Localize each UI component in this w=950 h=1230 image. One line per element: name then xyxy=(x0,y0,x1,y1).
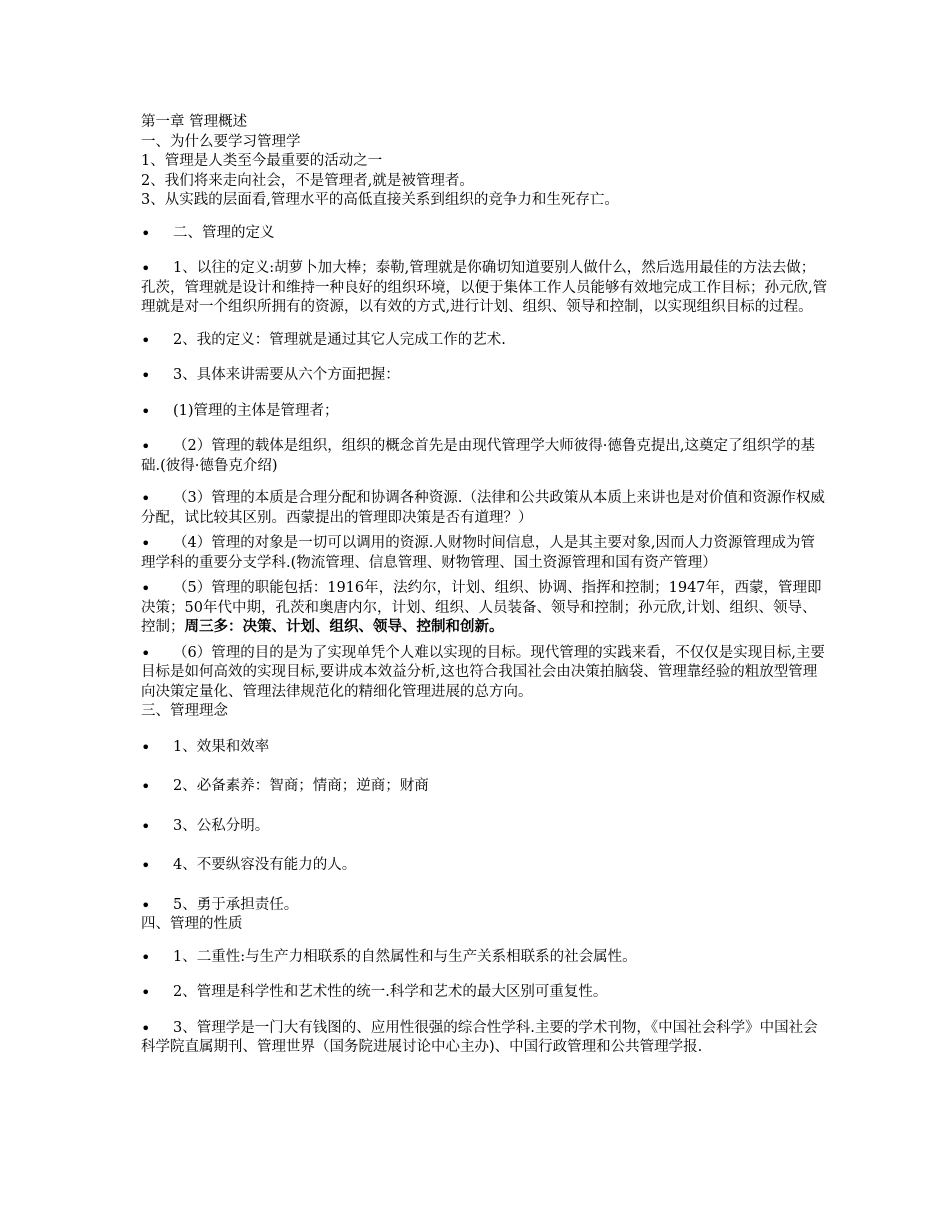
nature-item-1 xyxy=(141,948,829,968)
definition-text-7: （4）管理的对象是一切可以调用的资源.人财物时间信息，人是其主要对象,因而人力资源管理成为管理学科的重要分支学科.(物流管理、信息管理、财物管理、国土资源管理和国有资产管理） xyxy=(141,535,815,571)
bullet-icon: • xyxy=(141,895,151,915)
bullet-icon: • xyxy=(141,856,151,875)
bullet-icon: • xyxy=(141,534,151,553)
definition-text-2: 2、我的定义：管理就是通过其它人完成工作的艺术. xyxy=(173,331,506,348)
concept-item-2 xyxy=(141,777,829,797)
section2-heading-row xyxy=(141,224,829,244)
concept-item-1 xyxy=(141,738,829,758)
definition-text-8-bold: 周三多：决策、计划、组织、领导、控制和创新。 xyxy=(184,619,504,635)
bullet-icon: • xyxy=(141,437,151,456)
definition-paragraph-1 xyxy=(141,259,829,318)
definition-paragraph-9 xyxy=(141,644,829,703)
nature-text-3: 3、管理学是一门大有钱图的、应用性很强的综合性学科.主要的学术刊物，《中国社会科学》中国社会科学院直属期刊、管理世界（国务院进展讨论中心主办)、中国行政管理和公共管理学报. xyxy=(141,1019,818,1055)
bullet-icon: • xyxy=(141,223,151,243)
definition-paragraph-4 xyxy=(141,402,829,422)
definition-text-5: （2）管理的载体是组织，组织的概念首先是由现代管理学大师彼得·德鲁克提出,这奠定了组织学的基础.(彼得·德鲁克介绍) xyxy=(141,438,815,474)
concept-item-3 xyxy=(141,817,829,837)
definition-text-9: （6）管理的目的是为了实现单凭个人难以实现的目标。现代管理的实践来看，不仅仅是实现目标,主要目标是如何高效的实现目标,要讲成本效益分析,这也符合我国社会由决策拍脑袋、管理靠经验的粗放型管理向决策定量化、管理法律规范化的精细化管理进展的总方向。 xyxy=(141,644,825,700)
bullet-icon: • xyxy=(141,777,151,796)
definition-text-6: （3）管理的本质是合理分配和协调各种资源.（法律和公共政策从本质上来讲也是对价值和资源作权威分配，试比较其区别。西蒙提出的管理即决策是否有道理？） xyxy=(141,490,825,526)
concept-text-4: 4、不要纵容没有能力的人。 xyxy=(173,857,357,873)
bullet-icon: • xyxy=(141,737,151,757)
definition-paragraph-6 xyxy=(141,489,829,528)
bullet-icon: • xyxy=(141,489,151,508)
concept-text-2: 2、必备素养：智商；情商；逆商；财商 xyxy=(173,778,429,794)
section4-heading: 四、管理的性质 xyxy=(141,916,243,932)
bullet-icon: • xyxy=(141,579,151,598)
bullet-icon: • xyxy=(141,401,151,421)
section1-heading: 一、为什么要学习管理学 xyxy=(141,133,301,150)
nature-item-2 xyxy=(141,983,829,1003)
definition-text-1: 1、以往的定义:胡萝卜加大棒；泰勒,管理就是你确切知道要别人做什么，然后选用最佳的方法去做；孔茨，管理就是设计和维持一种良好的组织环境，以便于集体工作人员能够有效地完成工作目标；孙元欣,管理就是对一个组织所拥有的资源，以有效的方式,进行计划、组织、领导和控制，以实现组织目标的过程。 xyxy=(141,260,828,315)
section3-heading: 三、管理理念 xyxy=(141,703,228,719)
section2-heading: 二、管理的定义 xyxy=(173,224,275,241)
definition-text-4: (1)管理的主体是管理者； xyxy=(173,402,339,419)
nature-text-1: 1、二重性:与生产力相联系的自然属性和与生产关系相联系的社会属性。 xyxy=(173,948,637,965)
concept-text-5: 5、勇于承担责任。 xyxy=(173,896,299,913)
section1-item-3: 3、从实践的层面看,管理水平的高低直接关系到组织的竞争力和生死存亡。 xyxy=(141,192,619,208)
concept-text-1: 1、效果和效率 xyxy=(173,738,270,755)
definition-paragraph-2 xyxy=(141,331,829,351)
bullet-icon: • xyxy=(141,366,151,385)
concept-item-4 xyxy=(141,856,829,876)
definition-paragraph-5 xyxy=(141,437,829,476)
definition-paragraph-7 xyxy=(141,534,829,573)
nature-item-3 xyxy=(141,1019,829,1058)
nature-text-2: 2、管理是科学性和艺术性的统一.科学和艺术的最大区别可重复性。 xyxy=(173,984,608,1000)
definition-paragraph-8 xyxy=(141,579,829,638)
definition-text-8: （5）管理的职能包括：1916年，法约尔，计划、组织、协调、指挥和控制；1947年，西蒙，管理即决策；50年代中期，孔茨和奥唐内尔，计划、组织、人员装备、领导和控制；孙元欣,计划、组织、领导、控制； xyxy=(141,580,822,635)
bullet-icon: • xyxy=(141,259,151,278)
bullet-icon: • xyxy=(141,983,151,1002)
bullet-icon: • xyxy=(141,643,151,663)
section1-item-1: 1、管理是人类至今最重要的活动之一 xyxy=(141,153,383,169)
definition-text-3: 3、具体来讲需要从六个方面把握： xyxy=(173,367,400,383)
document-page xyxy=(141,113,829,1058)
bullet-icon: • xyxy=(141,1018,151,1038)
chapter-title: 第一章 管理概述 xyxy=(141,114,248,130)
concept-item-5 xyxy=(141,896,829,916)
section1-item-2: 2、我们将来走向社会，不是管理者,就是被管理者。 xyxy=(141,172,474,189)
bullet-icon: • xyxy=(141,947,151,967)
concept-text-3: 3、公私分明。 xyxy=(173,817,270,834)
bullet-icon: • xyxy=(141,816,151,836)
definition-paragraph-3 xyxy=(141,366,829,386)
bullet-icon: • xyxy=(141,330,151,350)
